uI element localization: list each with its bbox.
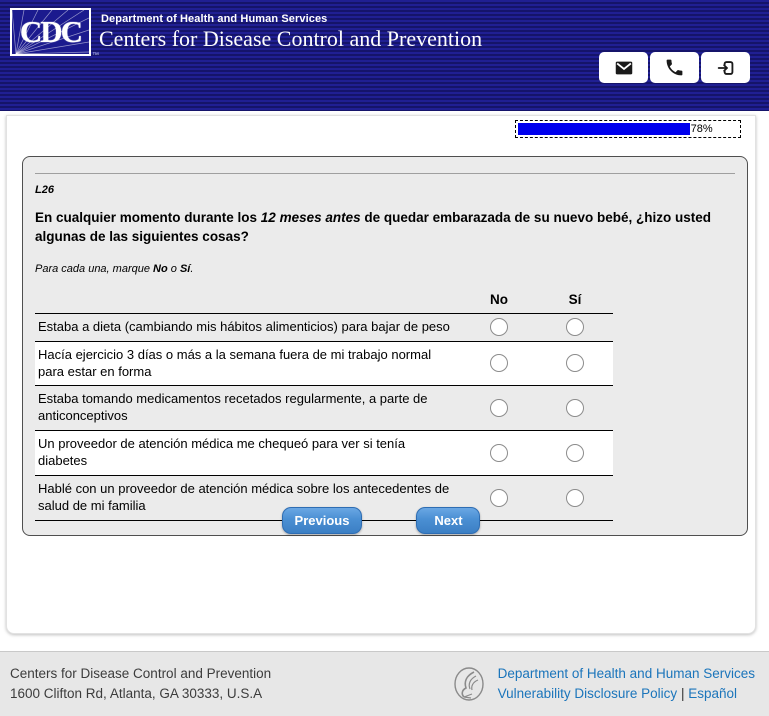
hhs-link[interactable]: Department of Health and Human Services <box>497 666 755 681</box>
header-contact-buttons <box>599 52 750 83</box>
radio-no[interactable] <box>490 318 508 336</box>
radio-cell-no <box>461 341 537 386</box>
radio-cell-si <box>537 341 613 386</box>
radio-si[interactable] <box>566 354 584 372</box>
next-button[interactable]: Next <box>416 507 480 534</box>
question-panel <box>22 156 748 536</box>
radio-si[interactable] <box>566 318 584 336</box>
radio-no[interactable] <box>490 354 508 372</box>
cdc-logo[interactable] <box>10 8 91 56</box>
column-header-si: Sí <box>537 289 613 314</box>
table-header-row <box>35 289 613 314</box>
footer-links <box>498 664 755 704</box>
question-text: En cualquier momento durante los 12 meses antes de quedar embarazada de su nuevo bebé, ¿hizo usted algunas de las siguientes cosas? <box>35 210 711 244</box>
progress-percent-label: 78% <box>690 123 713 135</box>
progress-bar <box>515 120 741 138</box>
cdc-logo-text: CDC <box>19 14 82 49</box>
footer-org-name: Centers for Disease Control and Prevention <box>10 666 272 681</box>
site-footer <box>0 651 769 716</box>
panel-divider <box>35 173 735 174</box>
answer-table <box>35 289 613 521</box>
table-row <box>35 341 613 386</box>
previous-button[interactable]: Previous <box>282 507 363 534</box>
survey-card <box>6 115 756 634</box>
hhs-logo-icon <box>452 664 488 704</box>
row-label: Estaba tomando medicamentos recetados regularmente, a parte de anticonceptivos <box>35 386 461 431</box>
radio-cell-si <box>537 431 613 476</box>
mail-button[interactable] <box>599 52 648 83</box>
nav-buttons <box>7 507 755 534</box>
radio-no[interactable] <box>490 399 508 417</box>
radio-cell-no <box>461 431 537 476</box>
radio-si[interactable] <box>566 489 584 507</box>
table-row <box>35 313 613 341</box>
radio-si[interactable] <box>566 399 584 417</box>
trademark-symbol: ™ <box>92 52 99 59</box>
radio-cell-no <box>461 313 537 341</box>
footer-address: 1600 Clifton Rd, Atlanta, GA 30333, U.S.A <box>10 686 263 701</box>
radio-cell-si <box>537 386 613 431</box>
link-separator: | <box>680 686 685 701</box>
question-id: L26 <box>35 184 54 196</box>
answer-table-body <box>35 313 613 520</box>
table-row <box>35 431 613 476</box>
row-label: Hacía ejercicio 3 días o más a la semana fuera de mi trabajo normal para estar en forma <box>35 341 461 386</box>
radio-cell-no <box>461 386 537 431</box>
mail-icon <box>613 57 635 79</box>
footer-address-block <box>10 664 271 704</box>
radio-si[interactable] <box>566 444 584 462</box>
question-instruction: Para cada una, marque No o Sí. <box>35 262 194 275</box>
radio-no[interactable] <box>490 444 508 462</box>
espanol-link[interactable]: Español <box>688 686 738 701</box>
column-header-no: No <box>461 289 537 314</box>
radio-cell-si <box>537 313 613 341</box>
row-label: Hablé con un proveedor de atención médica sobre los antecedentes de salud de mi familia <box>35 476 461 521</box>
exit-icon <box>715 57 737 79</box>
table-row <box>35 386 613 431</box>
footer-links-block <box>452 664 757 704</box>
row-label: Un proveedor de atención médica me chequeó para ver si tenía diabetes <box>35 431 461 476</box>
row-label: Estaba a dieta (cambiando mis hábitos alimenticios) para bajar de peso <box>38 318 450 334</box>
phone-button[interactable] <box>650 52 699 83</box>
empty-header-cell <box>35 289 461 314</box>
site-header <box>0 0 769 111</box>
vulnerability-disclosure-link[interactable]: Vulnerability Disclosure Policy <box>497 686 678 701</box>
header-title: Centers for Disease Control and Prevention <box>99 26 483 51</box>
progress-bar-fill <box>518 123 690 135</box>
radio-no[interactable] <box>490 489 508 507</box>
phone-icon <box>664 57 685 78</box>
header-department: Department of Health and Human Services <box>101 13 328 25</box>
exit-button[interactable] <box>701 52 750 83</box>
